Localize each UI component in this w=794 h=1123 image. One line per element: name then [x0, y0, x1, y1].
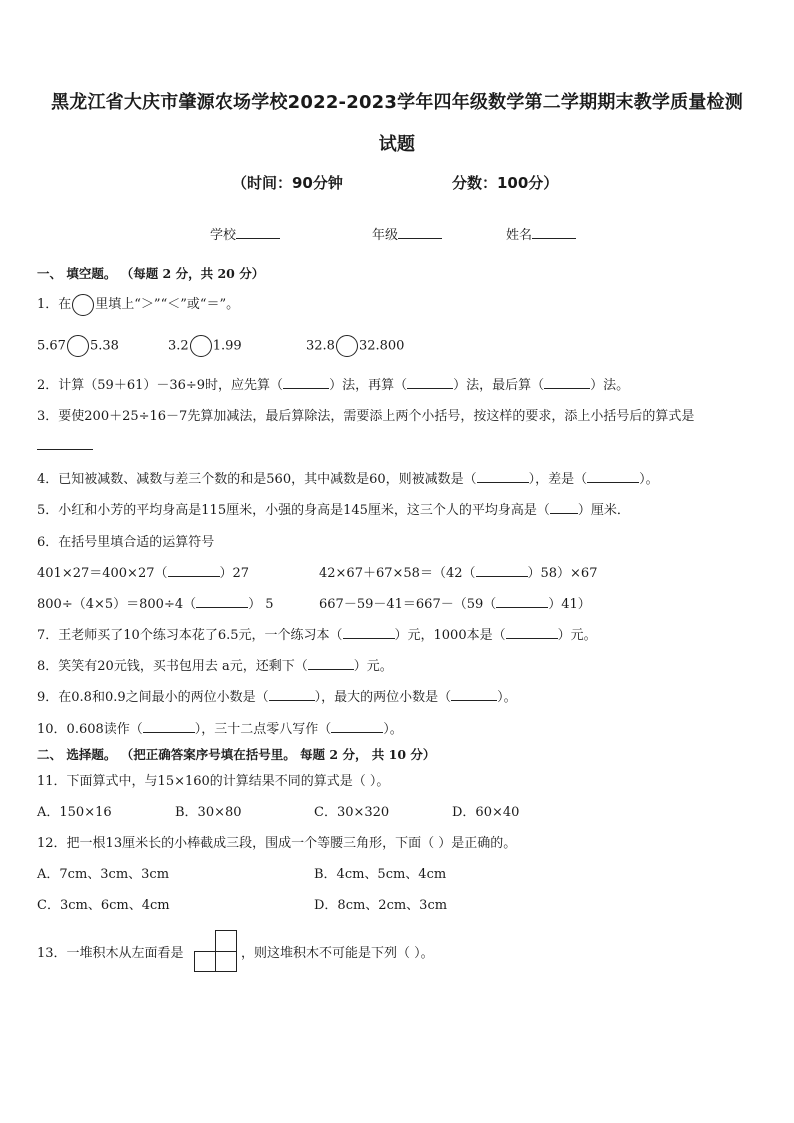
- question-6: 6．在括号里填合适的运算符号: [37, 535, 215, 550]
- q12-option-b[interactable]: B．4cm、5cm、4cm: [314, 867, 447, 882]
- answer-blank[interactable]: [587, 470, 639, 483]
- answer-blank[interactable]: [506, 626, 558, 639]
- q11-option-a[interactable]: A．150×16: [37, 805, 112, 820]
- q11-option-d[interactable]: D．60×40: [452, 805, 520, 820]
- compare-circle-b[interactable]: [190, 335, 212, 357]
- answer-blank[interactable]: [331, 720, 383, 733]
- q11-option-c[interactable]: C．30×320: [314, 805, 390, 820]
- q12-option-c[interactable]: C．3cm、6cm、4cm: [37, 898, 170, 913]
- question-13-post: ，则这堆积木不可能是下列（ ）。: [241, 946, 434, 961]
- answer-blank[interactable]: [343, 626, 395, 639]
- grade-blank[interactable]: [398, 226, 442, 239]
- question-2: 2．计算（59＋61）－36÷9时，应先算（ ）法，再算（ ）法，最后算（ ）法。: [37, 378, 630, 393]
- question-8: 8．笑笑有20元钱，买书包用去 a元，还剩下（ ）元。: [37, 659, 393, 674]
- question-3-answer-line: [37, 437, 93, 454]
- question-1: 1．在 里填上“＞”“＜”或“＝”。: [37, 293, 239, 316]
- answer-blank[interactable]: [407, 376, 453, 389]
- question-13-pre: 13．一堆积木从左面看是: [37, 946, 184, 961]
- question-5: 5．小红和小芳的平均身高是115厘米，小强的身高是145厘米，这三个人的平均身高是（ ）厘米．: [37, 503, 630, 518]
- section-choice-heading: 二、 选择题。 （把正确答案序号填在括号里。 每题 2 分， 共 10 分）: [37, 747, 436, 762]
- answer-blank[interactable]: [283, 376, 329, 389]
- answer-blank[interactable]: [496, 595, 548, 608]
- answer-blank[interactable]: [168, 564, 220, 577]
- q1-compare-b: 3.2 1.99: [168, 335, 242, 357]
- school-blank[interactable]: [236, 226, 280, 239]
- question-7: 7．王老师买了10个练习本花了6.5元，一个练习本（ ）元，1000本是（ ）元。: [37, 628, 597, 643]
- answer-blank[interactable]: [196, 595, 248, 608]
- exam-score: 分数：100分）: [452, 174, 559, 192]
- answer-blank[interactable]: [37, 437, 93, 450]
- grade-field: 年级: [372, 224, 442, 243]
- name-blank[interactable]: [532, 226, 576, 239]
- answer-blank[interactable]: [269, 688, 315, 701]
- q12-option-a[interactable]: A．7cm、3cm、3cm: [37, 867, 170, 882]
- compare-circle-a[interactable]: [67, 335, 89, 357]
- answer-blank[interactable]: [308, 657, 354, 670]
- answer-blank[interactable]: [544, 376, 590, 389]
- q6-expr-3: 800÷（4×5）＝800÷4（ ） 5: [37, 597, 274, 612]
- q1-compare-c: 32.8 32.800: [306, 335, 404, 357]
- block-left-view-icon: [194, 930, 238, 972]
- answer-blank[interactable]: [451, 688, 497, 701]
- exam-title-line2: 试题: [378, 134, 416, 155]
- circle-blank-icon: [72, 294, 94, 316]
- question-9: 9．在0.8和0.9之间最小的两位小数是（ ），最大的两位小数是（ ）。: [37, 690, 517, 705]
- q6-expr-1: 401×27＝400×27（ ）27: [37, 566, 250, 581]
- q11-option-b[interactable]: B．30×80: [175, 805, 242, 820]
- name-field: 姓名: [506, 224, 576, 243]
- answer-blank[interactable]: [550, 501, 578, 514]
- question-10: 10．0.608读作（ ），三十二点零八写作（ ）。: [37, 722, 403, 737]
- q6-expr-4: 667－59－41＝667－（59（ ）41）: [319, 597, 591, 612]
- q6-expr-2: 42×67＋67×58＝（42（ ）58）×67: [319, 566, 598, 581]
- q1-compare-a: 5.67 5.38: [37, 335, 119, 357]
- section-fill-in-heading: 一、 填空题。 （每题 2 分，共 20 分）: [37, 266, 265, 281]
- question-4: 4．已知被减数、减数与差三个数的和是560，其中减数是60，则被减数是（ ），差是（ ）。: [37, 472, 659, 487]
- question-12: 12．把一根13厘米长的小棒截成三段，围成一个等腰三角形，下面（ ）是正确的。: [37, 836, 517, 851]
- compare-circle-c[interactable]: [336, 335, 358, 357]
- question-3: 3．要使200＋25÷16－7先算加减法，最后算除法，需要添上两个小括号，按这样的要求，添上小括号后的算式是: [37, 409, 695, 424]
- answer-blank[interactable]: [143, 720, 195, 733]
- answer-blank[interactable]: [477, 470, 529, 483]
- answer-blank[interactable]: [476, 564, 528, 577]
- exam-title-line1: 黑龙江省大庆市肇源农场学校2022-2023学年四年级数学第二学期期末教学质量检测: [51, 92, 743, 113]
- exam-time: （时间：90分钟: [232, 174, 343, 192]
- q12-option-d[interactable]: D．8cm、2cm、3cm: [314, 898, 448, 913]
- school-field: 学校: [210, 224, 280, 243]
- question-11: 11．下面算式中，与15×160的计算结果不同的算式是（ ）。: [37, 774, 390, 789]
